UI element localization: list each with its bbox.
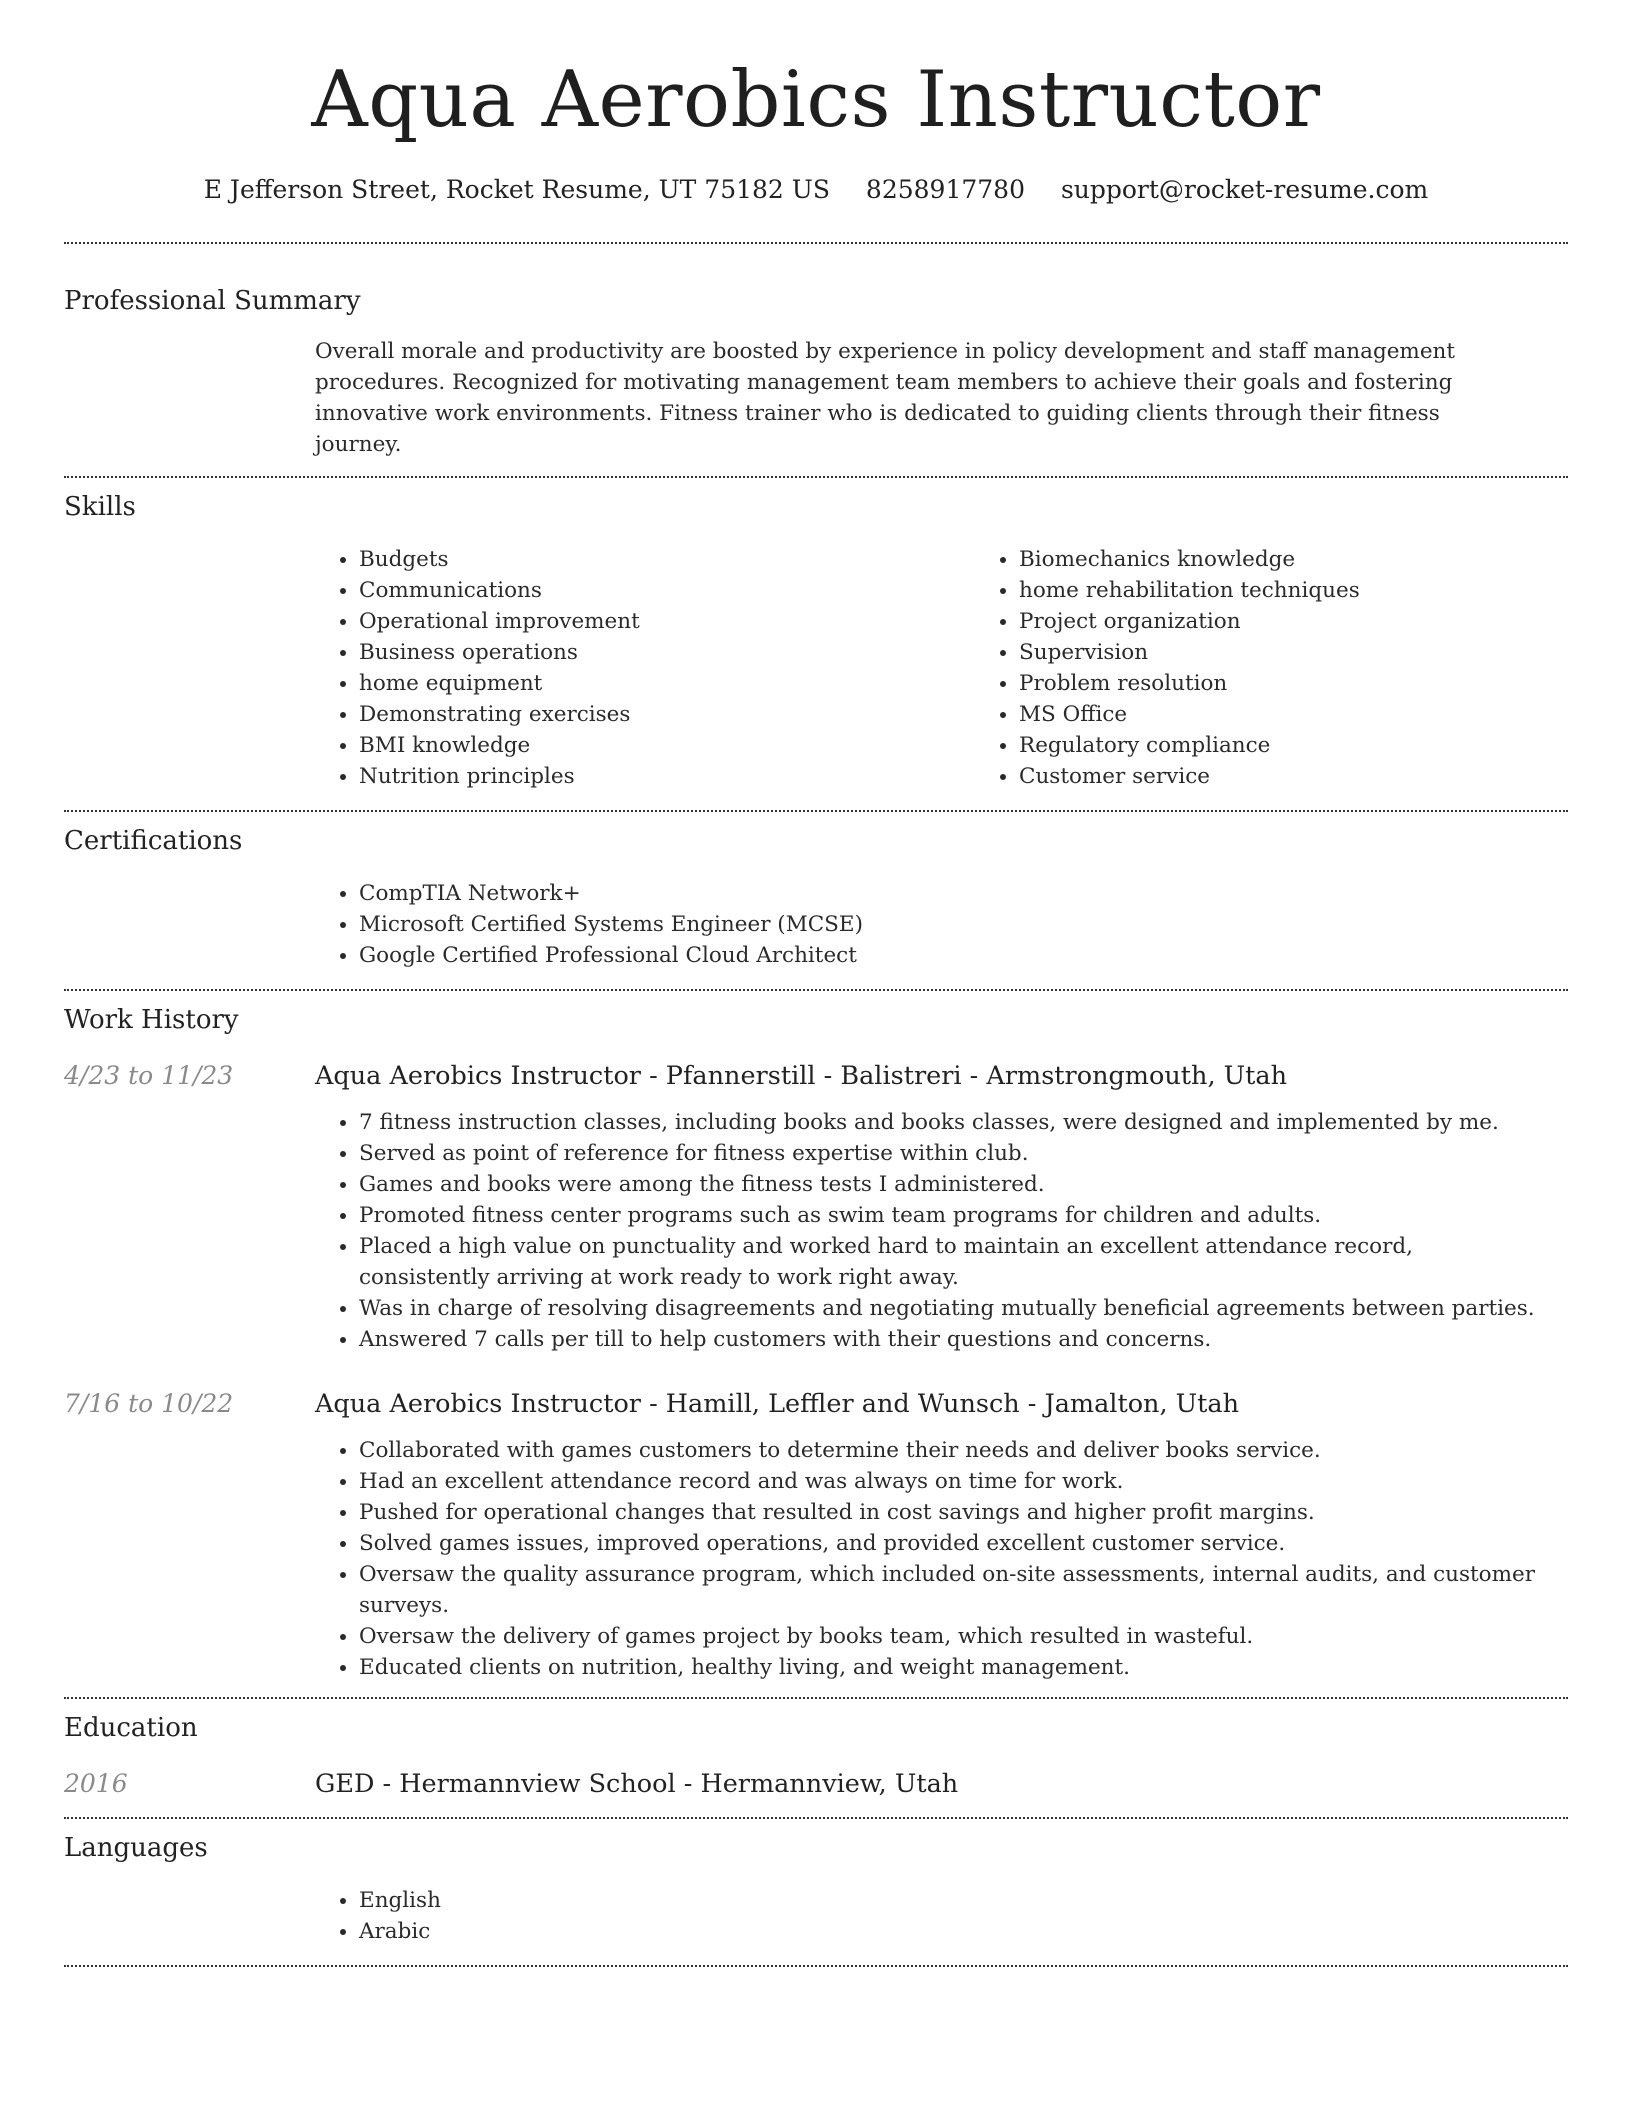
language-item: • Arabic xyxy=(359,1916,1568,1947)
job-duty: • Served as point of reference for fitness expertise within club. xyxy=(359,1138,1548,1169)
job-duty: • Collaborated with games customers to determine their needs and deliver books service. xyxy=(359,1435,1548,1466)
job-duty: • 7 fitness instruction classes, including books and books classes, were designed and implemented by me. xyxy=(359,1107,1548,1138)
job-duty: • Pushed for operational changes that resulted in cost savings and higher profit margins. xyxy=(359,1497,1548,1528)
job-duties-list xyxy=(315,1107,1548,1355)
skills-block xyxy=(64,490,1568,792)
certification-item: • Microsoft Certified Systems Engineer (MCSE) xyxy=(359,909,1568,940)
contact-email: support@rocket-resume.com xyxy=(1060,175,1429,204)
job-duties xyxy=(315,1107,1548,1355)
skills-heading: Skills xyxy=(64,492,136,522)
education-heading: Education xyxy=(64,1713,198,1743)
certifications-list xyxy=(315,878,1568,971)
job-duty: • Was in charge of resolving disagreements and negotiating mutually beneficial agreements between parties. xyxy=(359,1293,1548,1324)
job-duty: • Games and books were among the fitness tests I administered. xyxy=(359,1169,1548,1200)
education-year: 2016 xyxy=(64,1769,128,1798)
job-duty: • Had an excellent attendance record and was always on time for work. xyxy=(359,1466,1548,1497)
languages-block xyxy=(64,1831,1568,1947)
contact-address: E Jefferson Street, Rocket Resume, UT 75182 US xyxy=(203,175,830,204)
job-dates: 4/23 to 11/23 xyxy=(64,1061,234,1090)
skill-item: • BMI knowledge xyxy=(359,730,975,761)
education-heading-line: GED - Hermannview School - Hermannview, Utah xyxy=(315,1769,959,1799)
job-entry xyxy=(64,1387,1568,1683)
skill-item: • Supervision xyxy=(1019,637,1632,668)
languages-list xyxy=(315,1885,1568,1947)
language-item: • English xyxy=(359,1885,1568,1916)
skill-item: • Regulatory compliance xyxy=(1019,730,1632,761)
work-heading: Work History xyxy=(64,1005,239,1035)
job-entry xyxy=(64,1059,1568,1355)
languages-body xyxy=(315,1885,1568,1947)
certification-item: • CompTIA Network+ xyxy=(359,878,1568,909)
skills-list-left xyxy=(315,544,975,792)
section-divider xyxy=(64,989,1568,991)
skills-list-right xyxy=(975,544,1632,792)
job-duties-list xyxy=(315,1435,1548,1683)
skill-item: • Nutrition principles xyxy=(359,761,975,792)
section-divider xyxy=(64,1697,1568,1699)
skill-item: • home rehabilitation techniques xyxy=(1019,575,1632,606)
skill-item: • Business operations xyxy=(359,637,975,668)
skill-item: • Project organization xyxy=(1019,606,1632,637)
skill-item: • Biomechanics knowledge xyxy=(1019,544,1632,575)
job-duty: • Solved games issues, improved operations, and provided excellent customer service. xyxy=(359,1528,1548,1559)
resume-title: Aqua Aerobics Instructor xyxy=(311,55,1321,145)
job-duty: • Answered 7 calls per till to help customers with their questions and concerns. xyxy=(359,1324,1548,1355)
section-divider xyxy=(64,810,1568,812)
job-header xyxy=(64,1059,1568,1093)
languages-heading: Languages xyxy=(64,1833,208,1863)
job-duties xyxy=(315,1435,1548,1683)
job-duty: • Educated clients on nutrition, healthy living, and weight management. xyxy=(359,1652,1548,1683)
summary-section xyxy=(64,0,1568,278)
section-divider xyxy=(64,476,1568,478)
job-dates: 7/16 to 10/22 xyxy=(64,1389,234,1418)
certifications-heading: Certifications xyxy=(64,826,243,856)
skill-item: • home equipment xyxy=(359,668,975,699)
contact-phone: 8258917780 xyxy=(865,175,1025,204)
job-duty: • Oversaw the delivery of games project by books team, which resulted in wasteful. xyxy=(359,1621,1548,1652)
section-divider xyxy=(64,1965,1568,1967)
skill-item: • MS Office xyxy=(1019,699,1632,730)
job-duty: • Oversaw the quality assurance program, which included on-site assessments, internal audits, and customer surveys. xyxy=(359,1559,1548,1621)
skill-item: • Demonstrating exercises xyxy=(359,699,975,730)
skill-item: • Communications xyxy=(359,575,975,606)
education-entry xyxy=(64,1767,1568,1801)
skill-item: • Budgets xyxy=(359,544,975,575)
skill-item: • Problem resolution xyxy=(1019,668,1632,699)
skill-item: • Operational improvement xyxy=(359,606,975,637)
summary-heading: Professional Summary xyxy=(64,286,361,316)
job-header xyxy=(64,1387,1568,1421)
skill-item: • Customer service xyxy=(1019,761,1632,792)
work-block xyxy=(64,1003,1568,1683)
job-duty: • Placed a high value on punctuality and worked hard to maintain an excellent attendance record, consistently arriving at work ready to work right away. xyxy=(359,1231,1548,1293)
job-duty: • Promoted fitness center programs such as swim team programs for children and adults. xyxy=(359,1200,1548,1231)
skills-columns xyxy=(315,544,1568,792)
summary-block xyxy=(64,284,1568,460)
section-divider xyxy=(64,1817,1568,1819)
certifications-block xyxy=(64,824,1568,971)
certification-item: • Google Certified Professional Cloud Architect xyxy=(359,940,1568,971)
summary-text: Overall morale and productivity are boosted by experience in policy development and staff management procedures. Recognized for motivating management team members to achieve their goals and fostering innovative work environments. Fitness trainer who is dedicated to guiding clients through their fitness journey. xyxy=(315,339,1456,457)
education-block xyxy=(64,1711,1568,1801)
job-heading: Aqua Aerobics Instructor - Pfannerstill - Balistreri - Armstrongmouth, Utah xyxy=(315,1061,1288,1091)
job-heading: Aqua Aerobics Instructor - Hamill, Leffler and Wunsch - Jamalton, Utah xyxy=(315,1389,1240,1419)
certifications-body xyxy=(315,878,1568,971)
